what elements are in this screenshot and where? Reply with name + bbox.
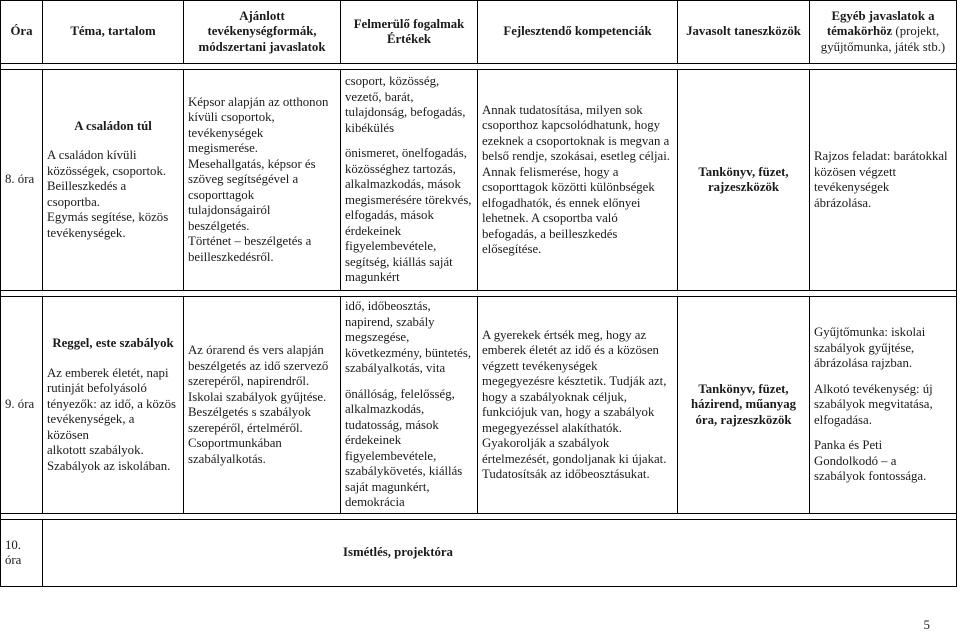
text-line: alkotott szabályok. [47, 443, 144, 457]
text-line: Tudatosítsák az időbeosztásukat. [482, 467, 650, 481]
header-egyeb [810, 1, 957, 64]
text-line: önállóság, felelősség, [345, 386, 455, 401]
header-line: Egyéb javaslatok a [831, 8, 935, 23]
text-line: közösséghez tartozás, [345, 161, 456, 176]
text-line: ábrázolása. [814, 195, 872, 210]
page-number: 5 [923, 617, 930, 632]
text-line: 10. [5, 537, 21, 552]
text-line: segítség, kiállás saját [345, 254, 453, 269]
text-line: szabályalkotás. [188, 451, 266, 466]
tema-title: Ismétlés, projektóra [343, 545, 453, 560]
text-line: hogy a szabályoknak céljuk, [482, 389, 627, 404]
text-line: vezető, barát, [345, 89, 414, 104]
cell-fogalmak [341, 70, 478, 291]
text-line: szerepéről, értelméről. [188, 420, 303, 435]
header-fogalmak [341, 1, 478, 64]
text-line: alkalmazkodás, mások [345, 177, 461, 192]
header-line: Ajánlott [239, 8, 285, 23]
text-line: beszélgetés. [188, 218, 250, 233]
text-line: elfogadás, mások [345, 208, 434, 223]
text-line: érdekeinek [345, 223, 402, 238]
header-ajanlott [184, 1, 341, 64]
text-line: Rajzos feladat: barátokkal [814, 149, 948, 163]
text-line: emberek életét az idő és a közösen [482, 343, 659, 357]
lesson-row-10 [1, 520, 957, 587]
text-line: Történet – beszélgetés a [188, 234, 312, 249]
tema-title: A családon túl [74, 118, 152, 133]
text-line: idő, időbeosztás, [345, 299, 431, 314]
text-line: tényezők: az idő, a közös [47, 396, 176, 411]
text-line: csoport, közösség, [345, 74, 440, 89]
text-line: óra, rajzeszközök [695, 412, 792, 427]
header-line [814, 24, 952, 40]
cell-kompetenciak [478, 297, 678, 514]
cell-ora [1, 520, 43, 587]
header-line: gyűjtőmunka, játék stb.) [820, 39, 946, 54]
text-line: Alkotó tevékenység: új [814, 381, 933, 396]
cell-taneszkozok [678, 70, 810, 291]
text-line: Beilleszkedés a csoportba. [47, 179, 127, 209]
text-line: szerepéről, napirendről. [188, 374, 310, 388]
text-line: Gyűjtőmunka: iskolai [814, 325, 926, 340]
text-line: A családon kívüli [47, 148, 137, 163]
text-line: rutinját befolyásoló [47, 381, 147, 395]
text-line: beilleszkedésről. [188, 249, 274, 264]
text-line: Csoportmunkában [188, 436, 282, 450]
text-line: végzett tevékenységek [482, 358, 598, 373]
text-line: házirend, műanyag [691, 397, 796, 412]
text-line: szabályalkotás, vita [345, 361, 446, 376]
text-line: Az emberek életét, napi [47, 365, 169, 380]
cell-ora: 8. óra [1, 70, 43, 291]
text-line: kívüli csoportok, [188, 110, 275, 125]
text-line: önismeret, önelfogadás, [345, 146, 467, 161]
text-line: szabályok fontossága. [814, 469, 927, 484]
cell-ajanlott [184, 297, 341, 514]
text-line: Képsor alapján az otthonon [188, 94, 329, 109]
text-line: értelmezését, gondoljanak ki újakat. [482, 451, 667, 466]
text-line: ezeknek a csoportoknak is megvan a [482, 133, 670, 148]
text-line: csoporttagok tulajdonságairól [188, 187, 271, 218]
header-egyeb-normal: (projekt, [892, 24, 940, 39]
text-line: A gyerekek értsék meg, hogy az [482, 327, 647, 342]
text-line: figyelembevétele, [345, 448, 437, 463]
text-line: Iskolai szabályok gyűjtése. [188, 389, 327, 404]
header-line: tevékenységformák, [207, 24, 317, 39]
text-line: magunkért [345, 270, 400, 285]
header-taneszkozok: Javasolt taneszközök [678, 1, 810, 64]
header-line: Felmerülő fogalmak [353, 16, 465, 31]
text-line: befogadás, a beilleszkedés [482, 226, 618, 241]
cell-tema [43, 70, 184, 291]
text-line: megszegése, [345, 330, 410, 345]
text-line: Gondolkodó – a [814, 453, 897, 468]
cell-egyeb [810, 70, 957, 291]
header-egyeb-bold: témakörhöz [826, 24, 893, 39]
text-line: Egymás segítése, közös [47, 210, 169, 225]
text-line: szabályok megvitatása, [814, 397, 933, 412]
cell-kompetenciak [478, 70, 678, 291]
text-line: szöveg segítségével a [188, 172, 299, 187]
text-line: Gyakorolják a szabályok [482, 436, 610, 450]
text-line: tulajdonság, befogadás, [345, 105, 466, 120]
text-line: beszélgetés az idő szervező [188, 358, 329, 373]
text-line: Panka és Peti [814, 438, 883, 453]
text-line: közösségek, csoportok. [47, 163, 167, 178]
header-line: módszertani javaslatok [198, 39, 326, 54]
tema-title: Reggel, este szabályok [52, 336, 174, 350]
text-line: saját magunkért, [345, 479, 430, 494]
text-line: funkciójuk van, hogy a szabályok [482, 405, 655, 419]
cell-ajanlott [184, 70, 341, 291]
text-line: elfogadása. [814, 412, 872, 427]
text-line: Beszélgetés s szabályok [188, 405, 311, 419]
text-line: tevékenységek, a közösen [47, 412, 135, 442]
header-kompetenciak: Fejlesztendő kompetenciák [478, 1, 678, 64]
lesson-row-8 [1, 70, 957, 291]
header-tema: Téma, tartalom [43, 1, 184, 64]
header-line: Értékek [386, 32, 432, 46]
text-line: rajzeszközök [707, 180, 780, 194]
text-line: megegyezésre késztetik. Tudják azt, [482, 374, 667, 388]
text-line: Tankönyv, füzet, [698, 164, 789, 179]
cell-tema [43, 297, 184, 514]
text-line: szabályok gyűjtése, [814, 340, 915, 355]
text-line: kibékülés [345, 120, 395, 135]
cell-egyeb [810, 297, 957, 514]
text-line: szabálykövetés, kiállás [345, 464, 463, 479]
text-line: érdekeinek [345, 433, 402, 448]
cell-fogalmak [341, 297, 478, 514]
text-line: napirend, szabály [345, 314, 435, 329]
text-line: csoporttagok közötti különbségek [482, 180, 655, 194]
text-line: tevékenységek. [47, 225, 126, 240]
text-line: Annak tudatosítása, milyen sok [482, 102, 643, 117]
text-line: tudatosság, mások [345, 417, 439, 432]
header-row [1, 1, 957, 64]
text-line: ábrázolása rajzban. [814, 356, 913, 371]
text-line: megegyezéssel alakíthatók. [482, 420, 622, 435]
text-line: Szabályok az iskolában. [47, 458, 171, 473]
text-line: csoporthoz kapcsolódhatunk, hogy [482, 118, 661, 132]
header-ora: Óra [1, 1, 43, 64]
text-line: demokrácia [345, 495, 405, 510]
text-line: közösen végzett [814, 164, 897, 179]
cell-taneszkozok [678, 297, 810, 514]
lesson-row-9 [1, 297, 957, 514]
text-line: Mesehallgatás, képsor és [188, 156, 316, 171]
text-line: Tankönyv, füzet, [698, 381, 789, 396]
text-line: tevékenységek megismerése. [188, 125, 264, 156]
text-line: Annak felismerése, hogy a [482, 164, 619, 179]
text-line: következmény, büntetés, [345, 345, 472, 360]
text-line: figyelembevétele, [345, 239, 437, 254]
text-line: elősegítése. [482, 242, 542, 256]
text-line: Az órarend és vers alapján [188, 343, 324, 357]
cell-ora: 9. óra [1, 297, 43, 514]
text-line: óra [5, 553, 22, 567]
cell-tema-merged [43, 520, 957, 587]
text-line: lehetnek. A csoportba való [482, 211, 618, 225]
text-line: elfogadhatók, és ennek előnyei [482, 195, 641, 210]
text-line: alkalmazkodás, [345, 402, 425, 417]
text-line: belső rendje, szokásai, esetleg céljai. [482, 149, 670, 163]
text-line: tevékenységek [814, 180, 890, 194]
text-line: megismerésére törekvés, [345, 192, 472, 207]
